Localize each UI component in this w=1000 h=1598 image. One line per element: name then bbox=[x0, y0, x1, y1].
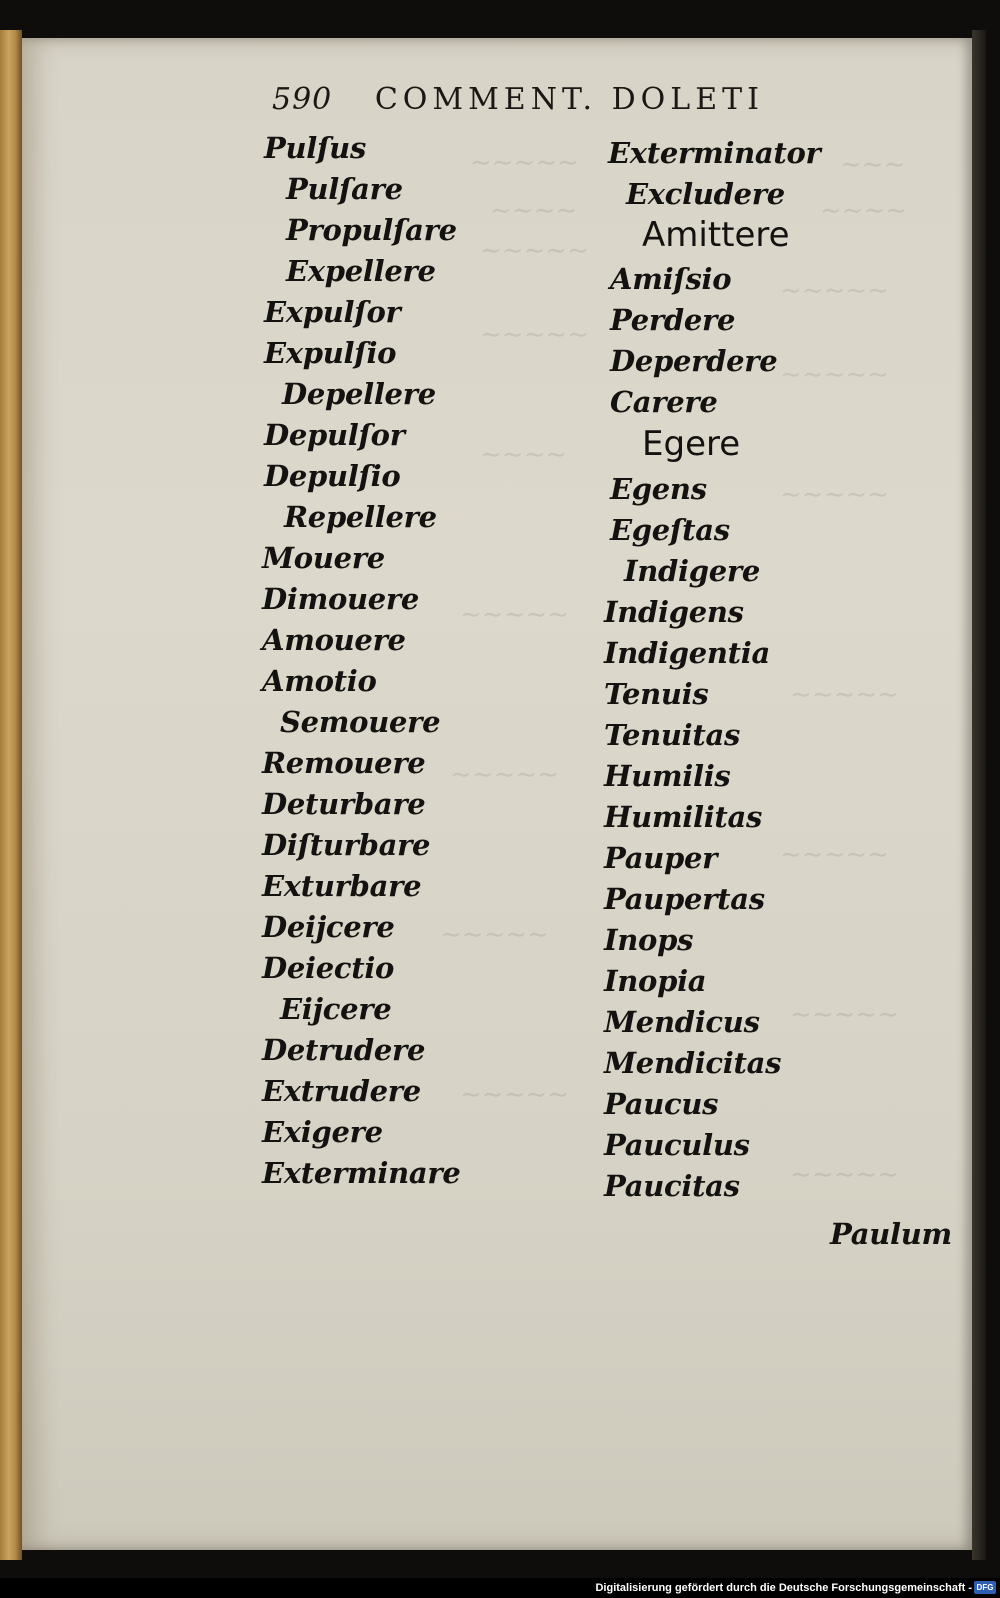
word-entry: Pulſus bbox=[264, 131, 366, 165]
word-entry: Amouere bbox=[262, 623, 406, 657]
dfg-logo-icon: DFG bbox=[974, 1581, 996, 1594]
word-entry: Detrudere bbox=[262, 1033, 426, 1067]
word-entry: Indigentia bbox=[604, 636, 770, 670]
word-entry: Carere bbox=[610, 385, 718, 419]
word-entry: Indigens bbox=[604, 595, 744, 629]
word-entry: Indigere bbox=[624, 554, 761, 588]
running-title: COMMENT. DOLETI bbox=[374, 82, 764, 117]
word-entry: Paucus bbox=[604, 1087, 719, 1121]
page-number: 590 bbox=[272, 82, 333, 117]
word-entry: Humilitas bbox=[604, 800, 763, 834]
word-entry: Inopia bbox=[604, 964, 707, 998]
word-entry: Egeſtas bbox=[610, 513, 730, 547]
word-entry: Tenuitas bbox=[604, 718, 741, 752]
word-entry: Eijcere bbox=[280, 992, 392, 1026]
word-entry: Deturbare bbox=[262, 787, 426, 821]
section-heading: Amittere bbox=[642, 215, 790, 255]
word-entry: Exigere bbox=[262, 1115, 383, 1149]
page-header bbox=[272, 82, 764, 117]
word-entry: Perdere bbox=[610, 303, 736, 337]
word-entry: Dimouere bbox=[262, 582, 420, 616]
word-entry: Excludere bbox=[626, 177, 785, 211]
word-entry: Exterminator bbox=[608, 136, 821, 170]
word-entry: Expulſio bbox=[264, 336, 397, 370]
catchword: Paulum bbox=[830, 1217, 952, 1251]
word-entry: Amotio bbox=[262, 664, 377, 698]
word-entry: Diſturbare bbox=[262, 828, 431, 862]
word-entry: Amiſsio bbox=[610, 262, 732, 296]
word-entry: Mendicus bbox=[604, 1005, 760, 1039]
word-entry: Exturbare bbox=[262, 869, 422, 903]
word-entry: Tenuis bbox=[604, 677, 709, 711]
word-entry: Paupertas bbox=[604, 882, 765, 916]
book-spine bbox=[0, 30, 22, 1560]
word-entry: Expulſor bbox=[264, 295, 401, 329]
word-entry: Egens bbox=[610, 472, 707, 506]
page-edge bbox=[972, 30, 986, 1560]
word-entry: Inops bbox=[604, 923, 694, 957]
word-entry: Paucitas bbox=[604, 1169, 740, 1203]
word-entry: Repellere bbox=[284, 500, 437, 534]
word-entry: Deperdere bbox=[610, 344, 778, 378]
word-entry: Humilis bbox=[604, 759, 731, 793]
word-entry: Deijcere bbox=[262, 910, 395, 944]
word-entry: Exterminare bbox=[262, 1156, 461, 1190]
word-entry: Extrudere bbox=[262, 1074, 421, 1108]
word-entry: Remouere bbox=[262, 746, 426, 780]
word-entry: Pulſare bbox=[286, 172, 403, 206]
digitization-footer bbox=[0, 1578, 1000, 1598]
word-entry: Mendicitas bbox=[604, 1046, 782, 1080]
word-entry: Expellere bbox=[286, 254, 436, 288]
section-heading: Egere bbox=[642, 424, 741, 464]
footer-credit: Digitalisierung gefördert durch die Deutsche Forschungsgemeinschaft - bbox=[595, 1582, 972, 1594]
word-entry: Depulſio bbox=[264, 459, 401, 493]
word-entry: Deiectio bbox=[262, 951, 395, 985]
word-entry: Pauper bbox=[604, 841, 718, 875]
word-entry: Semouere bbox=[280, 705, 441, 739]
word-entry: Mouere bbox=[262, 541, 385, 575]
word-entry: Depellere bbox=[282, 377, 436, 411]
word-entry: Depulſor bbox=[264, 418, 405, 452]
word-entry: Pauculus bbox=[604, 1128, 750, 1162]
word-entry: Propulſare bbox=[286, 213, 457, 247]
